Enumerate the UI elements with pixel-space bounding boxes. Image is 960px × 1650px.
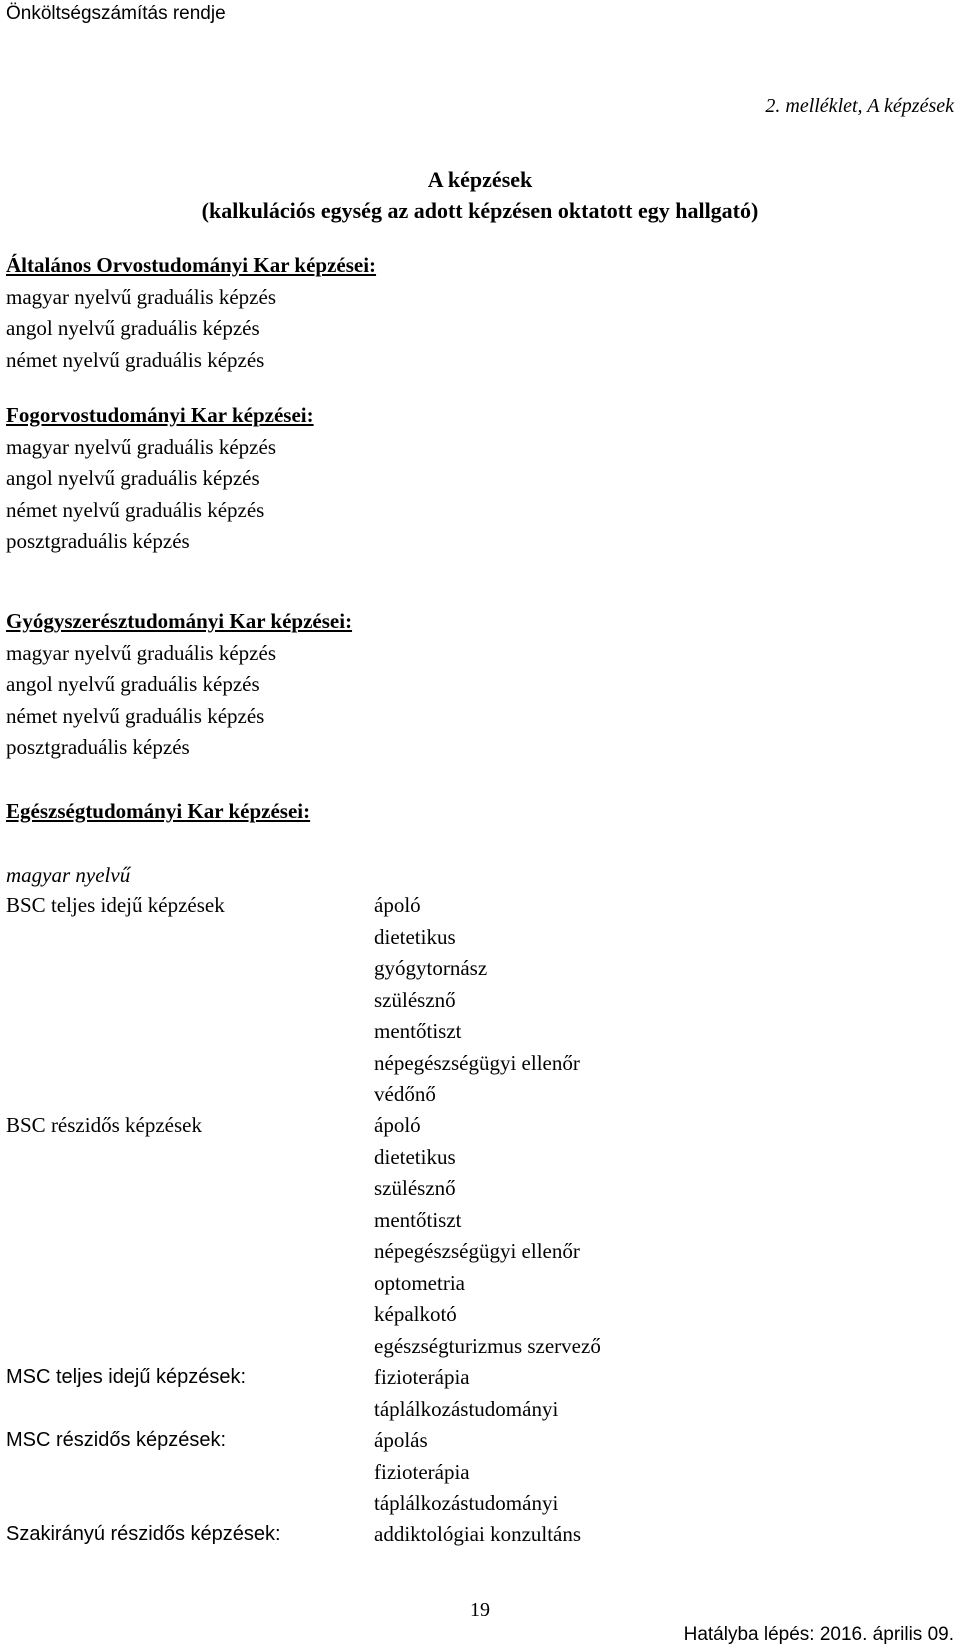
program-group-label: MSC teljes idejű képzések: <box>6 1366 247 1388</box>
list-item: szülésznő <box>374 1176 456 1200</box>
list-item: magyar nyelvű graduális képzés <box>6 284 276 309</box>
list-item: magyar nyelvű graduális képzés <box>6 640 276 665</box>
list-item: védőnő <box>374 1082 436 1106</box>
list-item: fizioterápia <box>374 1365 470 1389</box>
list-item: ápolás <box>374 1428 428 1452</box>
list-item: népegészségügyi ellenőr <box>374 1050 580 1075</box>
list-item: táplálkozástudományi <box>374 1491 559 1515</box>
program-list <box>374 1362 558 1425</box>
list-item: német nyelvű graduális képzés <box>6 497 265 522</box>
section-gytk <box>6 606 352 764</box>
page-number: 19 <box>470 1599 490 1621</box>
list-item: posztgraduális képzés <box>6 529 190 553</box>
list-item: angol nyelvű graduális képzés <box>6 672 260 696</box>
list-item: német nyelvű graduális képzés <box>6 703 265 728</box>
list-item: optometria <box>374 1270 465 1295</box>
effective-date: Hatályba lépés: 2016. április 09. <box>683 1624 954 1645</box>
program-list <box>374 1110 601 1362</box>
list-item: ápoló <box>374 1113 421 1137</box>
list-item: angol nyelvű graduális képzés <box>6 316 260 340</box>
list-item: szülésznő <box>374 987 456 1012</box>
section-aok <box>6 250 376 376</box>
language-subheading: magyar nyelvű <box>6 863 131 887</box>
section-heading-gytk: Gyógyszerésztudományi Kar képzései: <box>6 609 353 633</box>
program-group-label: BSC teljes idejű képzések <box>6 893 225 917</box>
list-item: dietetikus <box>374 1144 456 1169</box>
document-subtitle: (kalkulációs egység az adott képzésen oktatott egy hallgató) <box>201 198 759 223</box>
list-item: addiktológiai konzultáns <box>374 1522 582 1546</box>
list-item: német nyelvű graduális képzés <box>6 347 265 372</box>
list-item: angol nyelvű graduális képzés <box>6 466 260 490</box>
list-item: ápoló <box>374 893 421 917</box>
list-item: posztgraduális képzés <box>6 735 190 759</box>
program-list <box>374 1519 581 1551</box>
list-item: egészségturizmus szervező <box>374 1333 601 1358</box>
document-title: A képzések <box>427 167 533 192</box>
list-item: magyar nyelvű graduális képzés <box>6 434 276 459</box>
list-item: táplálkozástudományi <box>374 1396 559 1421</box>
program-group-label: MSC részidős képzések: <box>6 1429 227 1451</box>
list-item: népegészségügyi ellenőr <box>374 1239 580 1263</box>
list-item: dietetikus <box>374 924 456 949</box>
section-heading-aok: Általános Orvostudományi Kar képzései: <box>6 253 377 277</box>
section-heading-ek: Egészségtudományi Kar képzései: <box>6 799 311 823</box>
list-item: mentőtiszt <box>374 1207 462 1232</box>
list-item: fizioterápia <box>374 1459 470 1484</box>
program-list <box>374 890 580 1111</box>
running-header-title: Önköltségszámítás rendje <box>6 3 226 24</box>
program-group-label: Szakirányú részidős képzések: <box>6 1523 281 1545</box>
list-item: képalkotó <box>374 1302 457 1326</box>
program-group-label: BSC részidős képzések <box>6 1113 202 1137</box>
section-fok <box>6 400 314 558</box>
program-list <box>374 1425 558 1520</box>
list-item: gyógytornász <box>374 956 488 980</box>
section-ek <box>6 796 310 828</box>
annex-label: 2. melléklet, A képzések <box>765 95 954 117</box>
list-item: mentőtiszt <box>374 1019 462 1043</box>
section-heading-fok: Fogorvostudományi Kar képzései: <box>6 403 314 427</box>
